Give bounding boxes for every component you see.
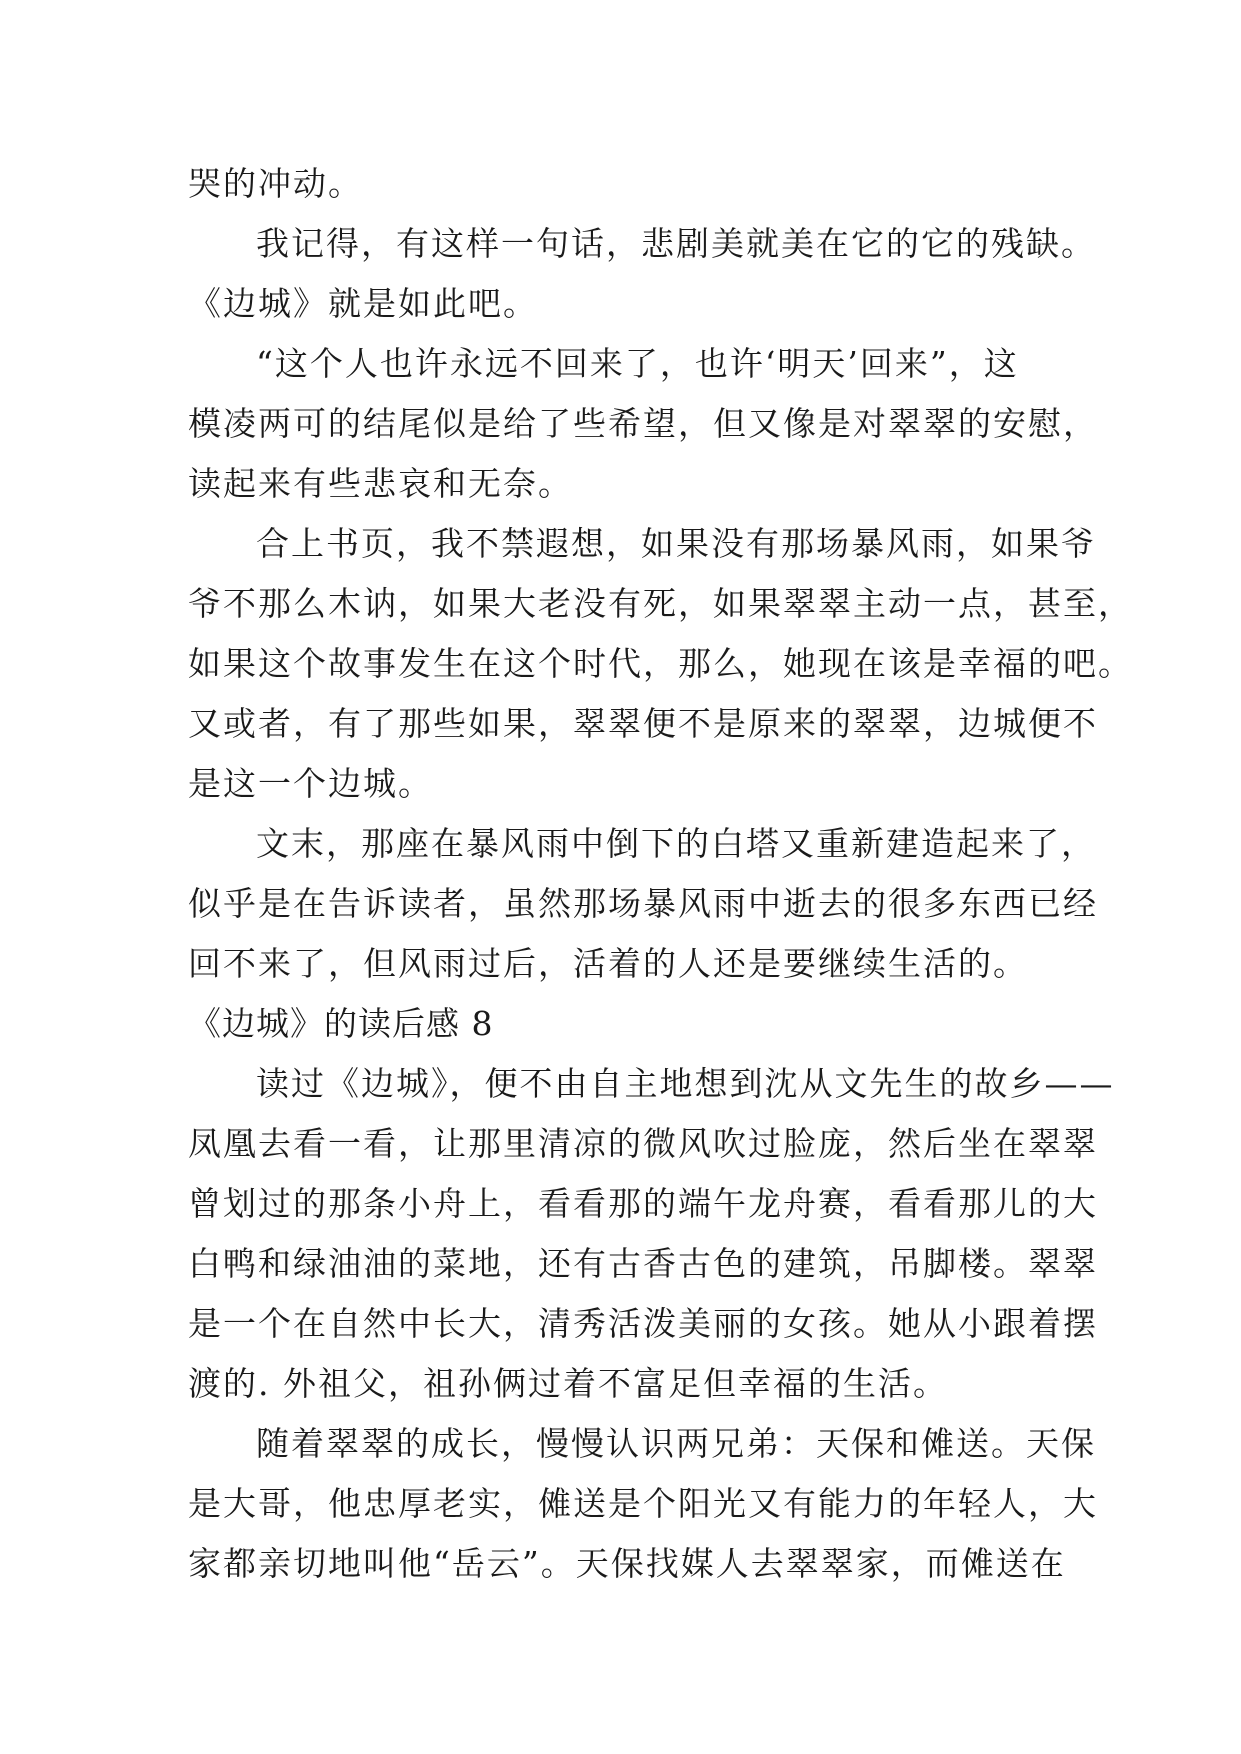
text-line: 是大哥，他忠厚老实，傩送是个阳光又有能力的年轻人，大: [188, 1484, 1098, 1523]
paragraph-start: 合上书页，我不禁遐想，如果没有那场暴风雨，如果爷: [256, 524, 1096, 563]
paragraph-start: 文末，那座在暴风雨中倒下的白塔又重新建造起来了，: [256, 824, 1096, 863]
paragraph-start: “这个人也许永远不回来了，也许‘明天’回来”，这: [256, 344, 1019, 383]
text-line: 读起来有些悲哀和无奈。: [188, 464, 573, 503]
text-line: 哭的冲动。: [188, 164, 363, 203]
text-line: 模凌两可的结尾似是给了些希望，但又像是对翠翠的安慰，: [188, 404, 1098, 443]
text-line: 如果这个故事发生在这个时代，那么，她现在该是幸福的吧。: [188, 644, 1133, 683]
text-line: 渡的. 外祖父，祖孙俩过着不富足但幸福的生活。: [188, 1364, 948, 1403]
text-line: 曾划过的那条小舟上，看看那的端午龙舟赛，看看那儿的大: [188, 1184, 1098, 1223]
paragraph-start: 读过《边城》，便不由自主地想到沈从文先生的故乡——: [256, 1064, 1115, 1103]
paragraph-start: 随着翠翠的成长，慢慢认识两兄弟：天保和傩送。天保: [256, 1424, 1096, 1463]
text-line: 似乎是在告诉读者，虽然那场暴风雨中逝去的很多东西已经: [188, 884, 1098, 923]
text-line: 回不来了，但风雨过后，活着的人还是要继续生活的。: [188, 944, 1028, 983]
text-line: 凤凰去看一看，让那里清凉的微风吹过脸庞，然后坐在翠翠: [188, 1124, 1098, 1163]
paragraph-start: 我记得，有这样一句话，悲剧美就美在它的它的残缺。: [256, 224, 1096, 263]
text-line: 《边城》就是如此吧。: [188, 284, 538, 323]
text-line: 白鸭和绿油油的菜地，还有古香古色的建筑，吊脚楼。翠翠: [188, 1244, 1098, 1283]
document-body: [188, 154, 1133, 1594]
text-line: 是这一个边城。: [188, 764, 433, 803]
text-line: 爷不那么木讷，如果大老没有死，如果翠翠主动一点，甚至，: [188, 584, 1133, 623]
text-line: 家都亲切地叫他“岳云”。天保找媒人去翠翠家，而傩送在: [188, 1544, 1066, 1583]
section-heading: 《边城》的读后感 8: [188, 1004, 494, 1043]
text-line: 是一个在自然中长大，清秀活泼美丽的女孩。她从小跟着摆: [188, 1304, 1098, 1343]
text-line: 又或者，有了那些如果，翠翠便不是原来的翠翠，边城便不: [188, 704, 1098, 743]
